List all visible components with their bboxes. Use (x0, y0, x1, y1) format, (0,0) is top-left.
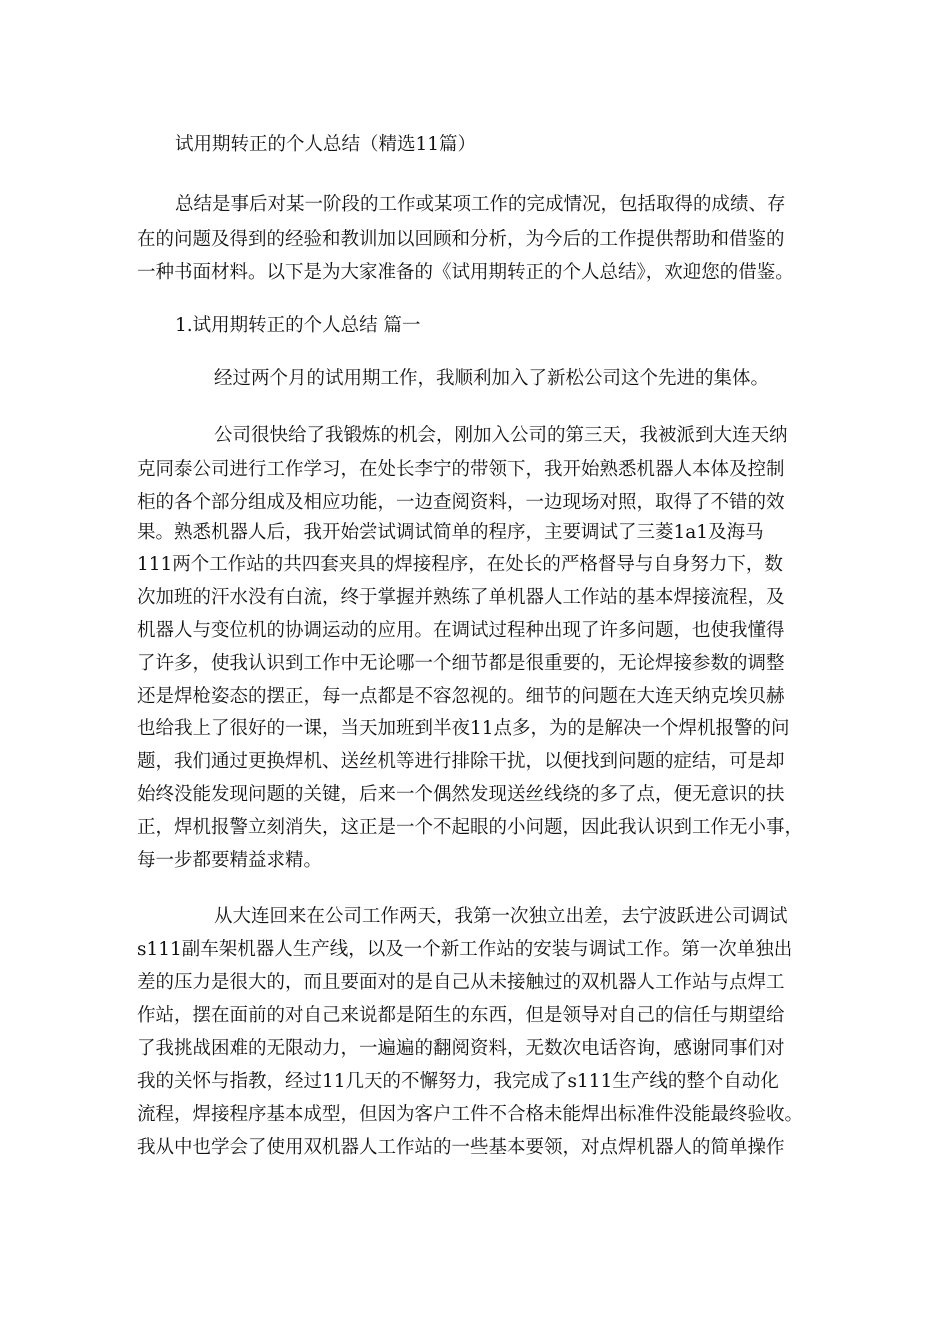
paragraph-2-line: 题，我们通过更换焊机、送丝机等进行排除干扰，以便找到问题的症结，可是却 (137, 751, 785, 772)
paragraph-2-line: 次加班的汗水没有白流，终于掌握并熟练了单机器人工作站的基本焊接流程，及 (137, 587, 785, 608)
section-heading: 1.试用期转正的个人总结 篇一 (175, 315, 421, 336)
paragraph-2-line: 机器人与变位机的协调运动的应用。在调试过程种出现了许多问题，也使我懂得 (137, 620, 785, 641)
paragraph-2-line: 还是焊枪姿态的摆正，每一点都是不容忽视的。细节的问题在大连天纳克埃贝赫 (137, 686, 785, 707)
paragraph-3-line: 了我挑战困难的无限动力，一遍遍的翻阅资料，无数次电话咨询，感谢同事们对 (137, 1038, 785, 1059)
intro-line: 总结是事后对某一阶段的工作或某项工作的完成情况，包括取得的成绩、存 (175, 194, 786, 215)
paragraph-2-line: 果。熟悉机器人后，我开始尝试调试简单的程序，主要调试了三菱1a1及海马 (137, 522, 764, 543)
paragraph-2-line: 111两个工作站的共四套夹具的焊接程序，在处长的严格督导与自身努力下，数 (137, 554, 783, 575)
paragraph-2-line: 正，焊机报警立刻消失，这正是一个不起眼的小问题，因此我认识到工作无小事， (137, 817, 804, 838)
paragraph-3-line: 我从中也学会了使用双机器人工作站的一些基本要领，对点焊机器人的简单操作 (137, 1137, 785, 1158)
paragraph-3-line: 作站，摆在面前的对自己来说都是陌生的东西，但是领导对自己的信任与期望给 (137, 1005, 785, 1026)
paragraph-2-line: 每一步都要精益求精。 (137, 850, 323, 871)
paragraph-2-line: 公司很快给了我锻炼的机会，刚加入公司的第三天，我被派到大连天纳 (214, 425, 788, 446)
paragraph-3-line: s111副车架机器人生产线，以及一个新工作站的安装与调试工作。第一次单独出 (137, 939, 793, 960)
paragraph-3-line: 流程，焊接程序基本成型，但因为客户工件不合格未能焊出标准件没能最终验收。 (137, 1104, 804, 1125)
document-title: 试用期转正的个人总结（精选11篇） (175, 134, 477, 155)
paragraph-3-line: 我的关怀与指教，经过11几天的不懈努力，我完成了s111生产线的整个自动化 (137, 1071, 779, 1092)
intro-line: 在的问题及得到的经验和教训加以回顾和分析，为今后的工作提供帮助和借鉴的 (137, 229, 785, 250)
paragraph-3-line: 从大连回来在公司工作两天，我第一次独立出差，去宁波跃进公司调试 (214, 906, 788, 927)
paragraph-1: 经过两个月的试用期工作，我顺利加入了新松公司这个先进的集体。 (214, 368, 770, 389)
paragraph-2-line: 克同泰公司进行工作学习，在处长李宁的带领下，我开始熟悉机器人本体及控制 (137, 459, 785, 480)
paragraph-2-line: 了许多，使我认识到工作中无论哪一个细节都是很重要的，无论焊接参数的调整 (137, 653, 785, 674)
paragraph-2-line: 柜的各个部分组成及相应功能，一边查阅资料，一边现场对照，取得了不错的效 (137, 492, 785, 513)
paragraph-2-line: 也给我上了很好的一课，当天加班到半夜11点多，为的是解决一个焊机报警的问 (137, 718, 790, 739)
intro-line: 一种书面材料。以下是为大家准备的《试用期转正的个人总结》，欢迎您的借鉴。 (137, 262, 794, 283)
paragraph-3-line: 差的压力是很大的，而且要面对的是自己从未接触过的双机器人工作站与点焊工 (137, 972, 785, 993)
paragraph-2-line: 始终没能发现问题的关键，后来一个偶然发现送丝线绕的多了点，便无意识的扶 (137, 784, 785, 805)
